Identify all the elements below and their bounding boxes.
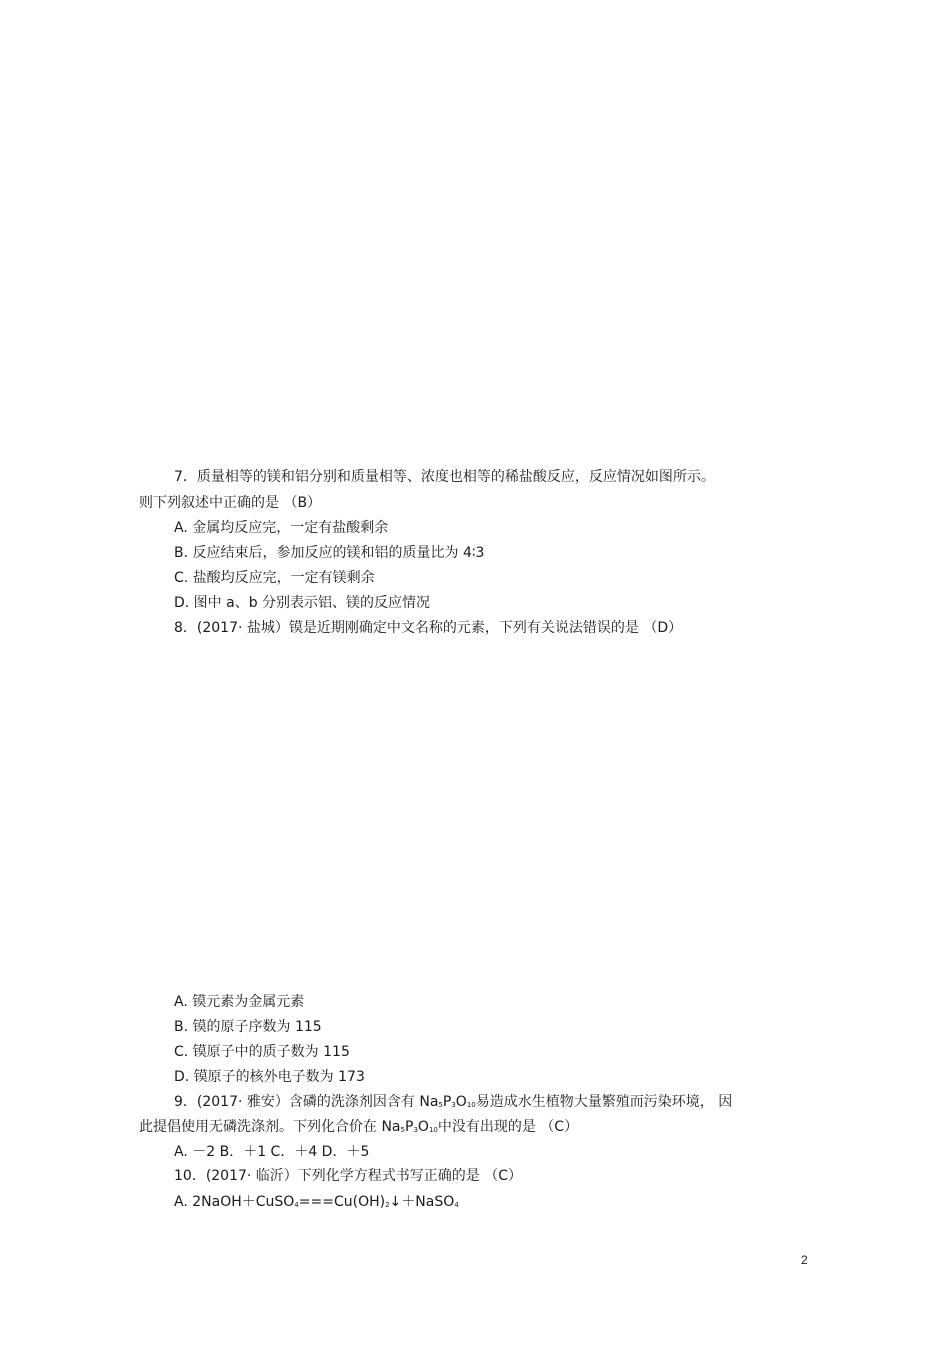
q7-stem-line1: 7．质量相等的镁和铝分别和质量相等、浓度也相等的稀盐酸反应，反应情况如图所示。 bbox=[174, 469, 715, 485]
q7-option-d: D. 图中 a、b 分别表示铝、镁的反应情况 bbox=[174, 595, 431, 611]
q10-stem: 10．(2017· 临沂）下列化学方程式书写正确的是 （C） bbox=[174, 1168, 523, 1184]
q7-option-a: A. 金属均反应完，一定有盐酸剩余 bbox=[174, 520, 389, 536]
page-number: 2 bbox=[801, 1253, 808, 1267]
q10-option-a: A. 2NaOH＋CuSO4===Cu(OH)2↓＋NaSO4 bbox=[174, 1194, 459, 1210]
q8-option-b: B. 镆的原子序数为 115 bbox=[174, 1019, 322, 1035]
q8-option-a: A. 镆元素为金属元素 bbox=[174, 994, 305, 1010]
q8-option-c: C. 镆原子中的质子数为 115 bbox=[174, 1044, 350, 1060]
q7-option-b: B. 反应结束后，参加反应的镁和铝的质量比为 4∶3 bbox=[174, 545, 485, 561]
q9-stem-line1: 9．(2017· 雅安）含磷的洗涤剂因含有 Na5P3O10易造成水生植物大量繁殖而污染环境， 因 bbox=[174, 1094, 733, 1110]
q8-stem: 8．(2017· 盐城）镆是近期刚确定中文名称的元素，下列有关说法错误的是 （D） bbox=[174, 620, 683, 636]
q9-stem-line2: 此提倡使用无磷洗涤剂。下列化合价在 Na5P3O10中没有出现的是 （C） bbox=[139, 1119, 579, 1135]
q8-option-d: D. 镆原子的核外电子数为 173 bbox=[174, 1069, 365, 1085]
q9-options: A. －2 B．＋1 C．＋4 D．＋5 bbox=[174, 1144, 370, 1160]
q7-option-c: C. 盐酸均反应完，一定有镁剩余 bbox=[174, 570, 375, 586]
q7-stem-line2: 则下列叙述中正确的是 （B） bbox=[139, 495, 322, 511]
